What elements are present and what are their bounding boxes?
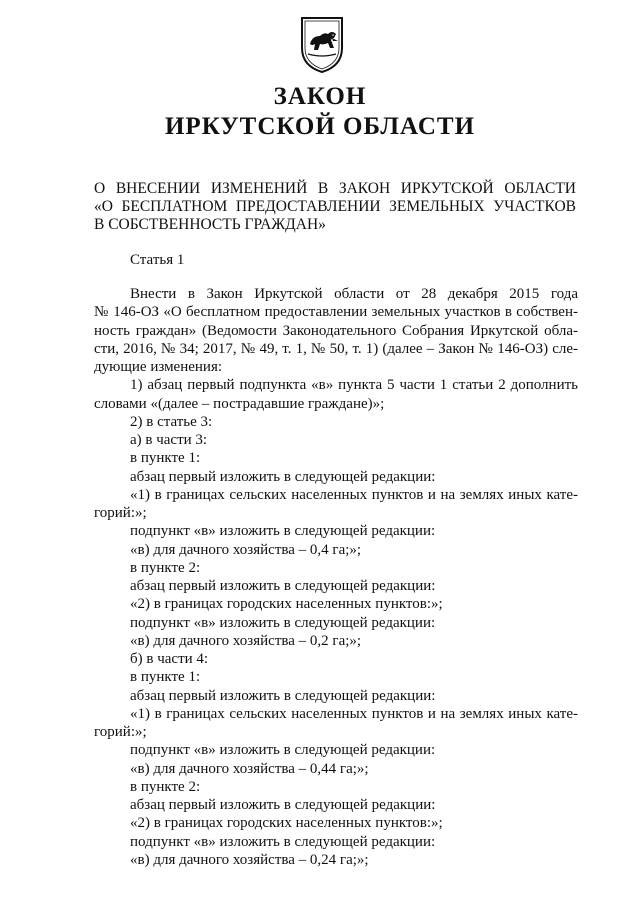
text-line: в пункте 2: <box>130 778 201 795</box>
heading-line: О ВНЕСЕНИИ ИЗМЕНЕНИЙ В ЗАКОН ИРКУТСКОЙ ОБЛАСТИ <box>94 180 576 197</box>
text-line: абзац первый изложить в следующей редакции: <box>130 687 436 704</box>
text-line: 2) в статье 3: <box>130 413 213 430</box>
text-line: «1) в границах сельских населенных пунктов и на землях иных кате- <box>130 705 578 722</box>
text-line: «в) для дачного хозяйства – 0,44 га;»; <box>130 760 369 777</box>
text-line: в пункте 1: <box>130 450 201 467</box>
text-line: в пункте 1: <box>130 669 201 686</box>
law-body-text <box>94 285 578 869</box>
article-label: Статья 1 <box>130 252 185 268</box>
text-line: ность граждан» (Ведомости Законодательного Собрания Иркутской обла- <box>94 322 578 339</box>
law-region-title: ИРКУТСКОЙ ОБЛАСТИ <box>164 113 476 140</box>
text-line: подпункт «в» изложить в следующей редакции: <box>130 614 436 631</box>
text-line: подпункт «в» изложить в следующей редакции: <box>130 742 436 759</box>
text-line: а) в части 3: <box>130 432 208 448</box>
text-line: «2) в границах городских населенных пунктов:»; <box>130 815 443 832</box>
text-line: горий:»; <box>94 724 147 740</box>
text-line: «в) для дачного хозяйства – 0,2 га;»; <box>130 632 362 649</box>
text-line: абзац первый изложить в следующей редакции: <box>130 468 436 485</box>
text-line: словами «(далее – пострадавшие граждане)»; <box>94 395 385 412</box>
law-heading <box>94 180 576 234</box>
text-line: в пункте 2: <box>130 559 201 576</box>
law-title: ЗАКОН <box>273 83 367 110</box>
text-line: Внести в Закон Иркутской области от 28 декабря 2015 года <box>130 286 578 302</box>
text-line: «в) для дачного хозяйства – 0,24 га;»; <box>130 851 369 868</box>
text-line: абзац первый изложить в следующей редакции: <box>130 797 436 813</box>
text-line: сти, 2016, № 34; 2017, № 49, т. 1, № 50, т. 1) (далее – Закон № 146-ОЗ) сле- <box>94 340 578 357</box>
text-line: «в) для дачного хозяйства – 0,4 га;»; <box>130 541 362 558</box>
text-line: «2) в границах городских населенных пунктов:»; <box>130 596 443 613</box>
text-line: подпункт «в» изложить в следующей редакции: <box>130 833 436 850</box>
text-line: 1) абзац первый подпункта «в» пункта 5 части 1 статьи 2 дополнить <box>130 377 578 394</box>
text-line: горий:»; <box>94 505 147 521</box>
text-line: дующие изменения: <box>94 359 223 375</box>
text-line: б) в части 4: <box>130 651 209 667</box>
heading-line: «О БЕСПЛАТНОМ ПРЕДОСТАВЛЕНИИ ЗЕМЕЛЬНЫХ УЧАСТКОВ <box>94 198 576 215</box>
text-line: «1) в границах сельских населенных пунктов и на землях иных кате- <box>130 486 578 503</box>
text-line: № 146-ОЗ «О бесплатном предоставлении земельных участков в собствен- <box>94 304 578 321</box>
heading-line: В СОБСТВЕННОСТЬ ГРАЖДАН» <box>94 216 326 233</box>
coat-of-arms-emblem <box>298 14 346 74</box>
text-line: подпункт «в» изложить в следующей редакции: <box>130 523 436 540</box>
text-line: абзац первый изложить в следующей редакции: <box>130 578 436 594</box>
